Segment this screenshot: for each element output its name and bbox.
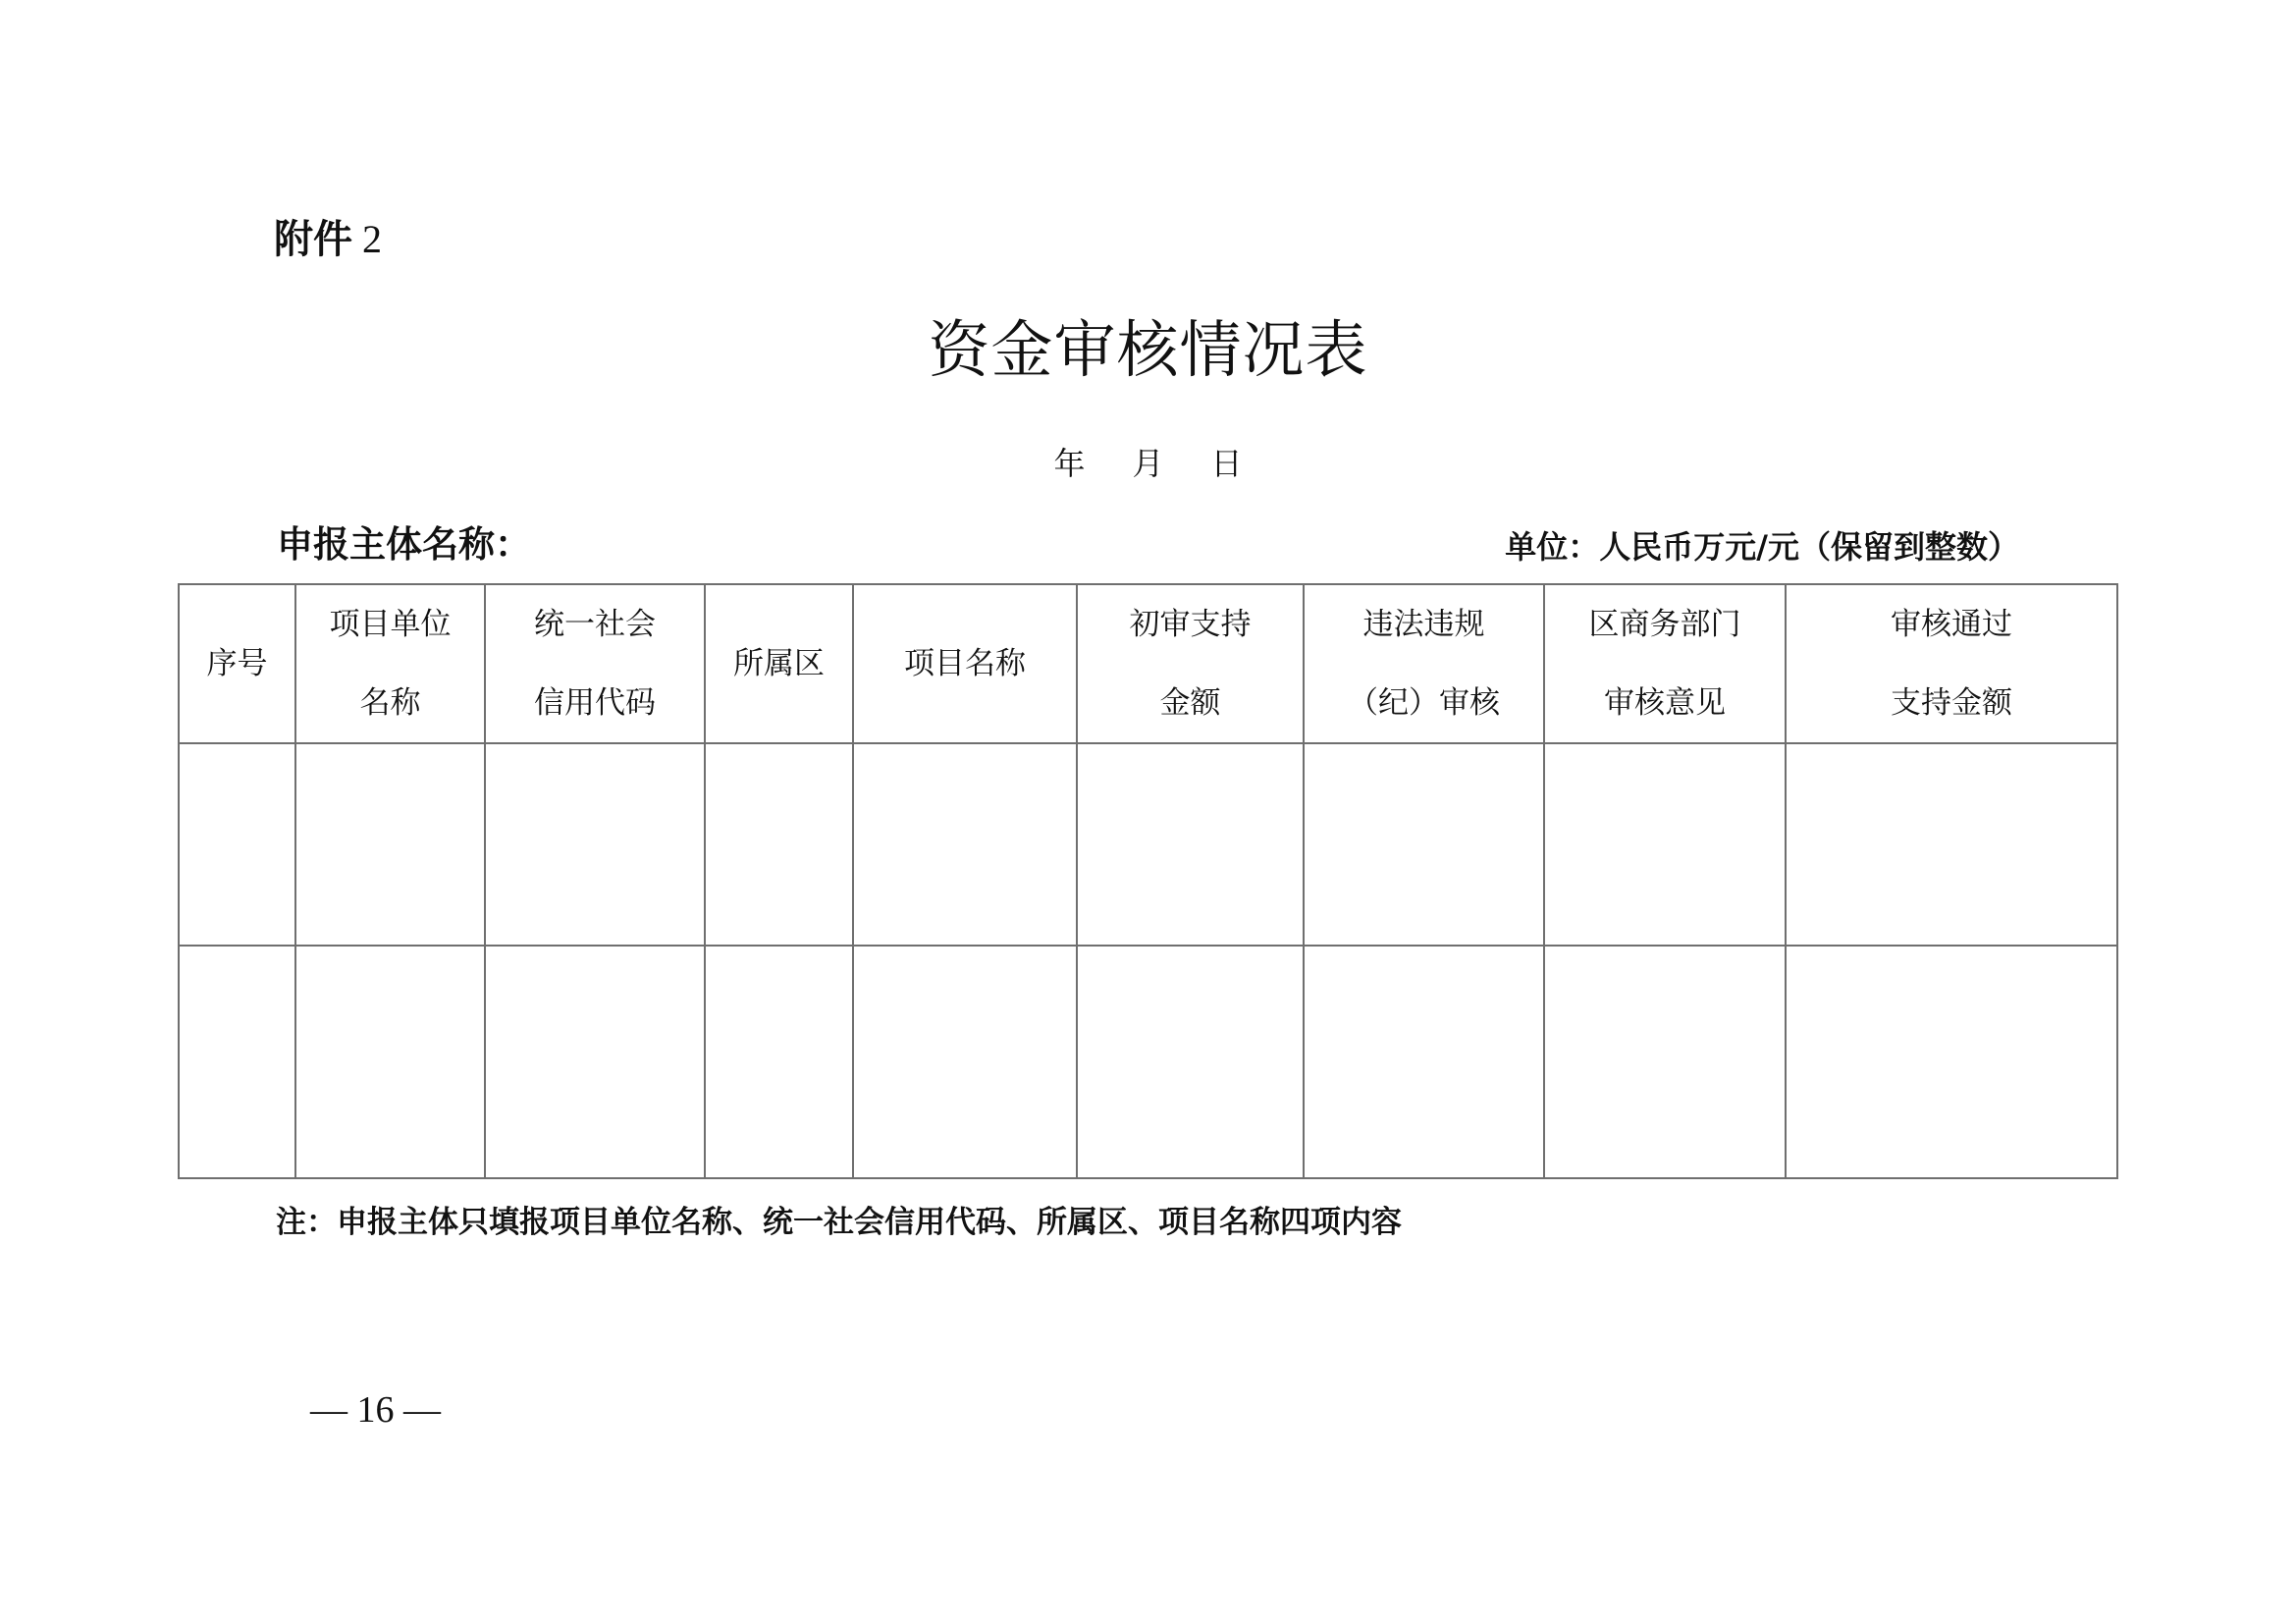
column-header-project-name: 项目名称 xyxy=(853,584,1077,743)
table-cell[interactable] xyxy=(705,946,853,1178)
attachment-label-text: 附件 xyxy=(274,217,352,262)
fund-audit-table xyxy=(178,583,2118,1179)
table-cell[interactable] xyxy=(853,946,1077,1178)
table-cell[interactable] xyxy=(179,946,295,1178)
table-cell[interactable] xyxy=(1304,946,1544,1178)
attachment-number: 2 xyxy=(362,217,382,261)
column-header-approved-support-amount: 审核通过 支持金额 xyxy=(1786,584,2117,743)
table-cell[interactable] xyxy=(485,743,705,946)
table-cell[interactable] xyxy=(1544,743,1786,946)
table-cell[interactable] xyxy=(295,946,485,1178)
page-title: 资金审核情况表 xyxy=(928,314,1368,386)
currency-unit-label: 单位：人民币万元/元（保留到整数） xyxy=(1505,528,2019,566)
table-row xyxy=(179,743,2117,946)
attachment-label xyxy=(274,210,382,269)
table-cell[interactable] xyxy=(1077,946,1304,1178)
table-cell[interactable] xyxy=(295,743,485,946)
table-header-row xyxy=(179,584,2117,743)
table-cell[interactable] xyxy=(179,743,295,946)
date-line xyxy=(0,442,2296,485)
table-cell[interactable] xyxy=(705,743,853,946)
date-month: 月 xyxy=(1132,445,1164,482)
date-year: 年 xyxy=(1053,445,1086,482)
column-header-district: 所属区 xyxy=(705,584,853,743)
table-cell[interactable] xyxy=(485,946,705,1178)
table-cell[interactable] xyxy=(1786,743,2117,946)
page-number: — 16 — xyxy=(310,1389,441,1431)
column-header-serial-number: 序号 xyxy=(179,584,295,743)
table-cell[interactable] xyxy=(1786,946,2117,1178)
table-cell[interactable] xyxy=(1077,743,1304,946)
table-cell[interactable] xyxy=(853,743,1077,946)
date-day: 日 xyxy=(1210,445,1243,482)
column-header-initial-support-amount: 初审支持 金额 xyxy=(1077,584,1304,743)
table-cell[interactable] xyxy=(1544,946,1786,1178)
column-header-violation-review: 违法违规 （纪）审核 xyxy=(1304,584,1544,743)
footnote: 注：申报主体只填报项目单位名称、统一社会信用代码、所属区、项目名称四项内容 xyxy=(276,1205,1402,1240)
column-header-project-unit-name: 项目单位 名称 xyxy=(295,584,485,743)
table-cell[interactable] xyxy=(1304,743,1544,946)
column-header-credit-code: 统一社会 信用代码 xyxy=(485,584,705,743)
table-row xyxy=(179,946,2117,1178)
applicant-name-label: 申报主体名称： xyxy=(277,523,531,566)
column-header-district-commerce-opinion: 区商务部门 审核意见 xyxy=(1544,584,1786,743)
